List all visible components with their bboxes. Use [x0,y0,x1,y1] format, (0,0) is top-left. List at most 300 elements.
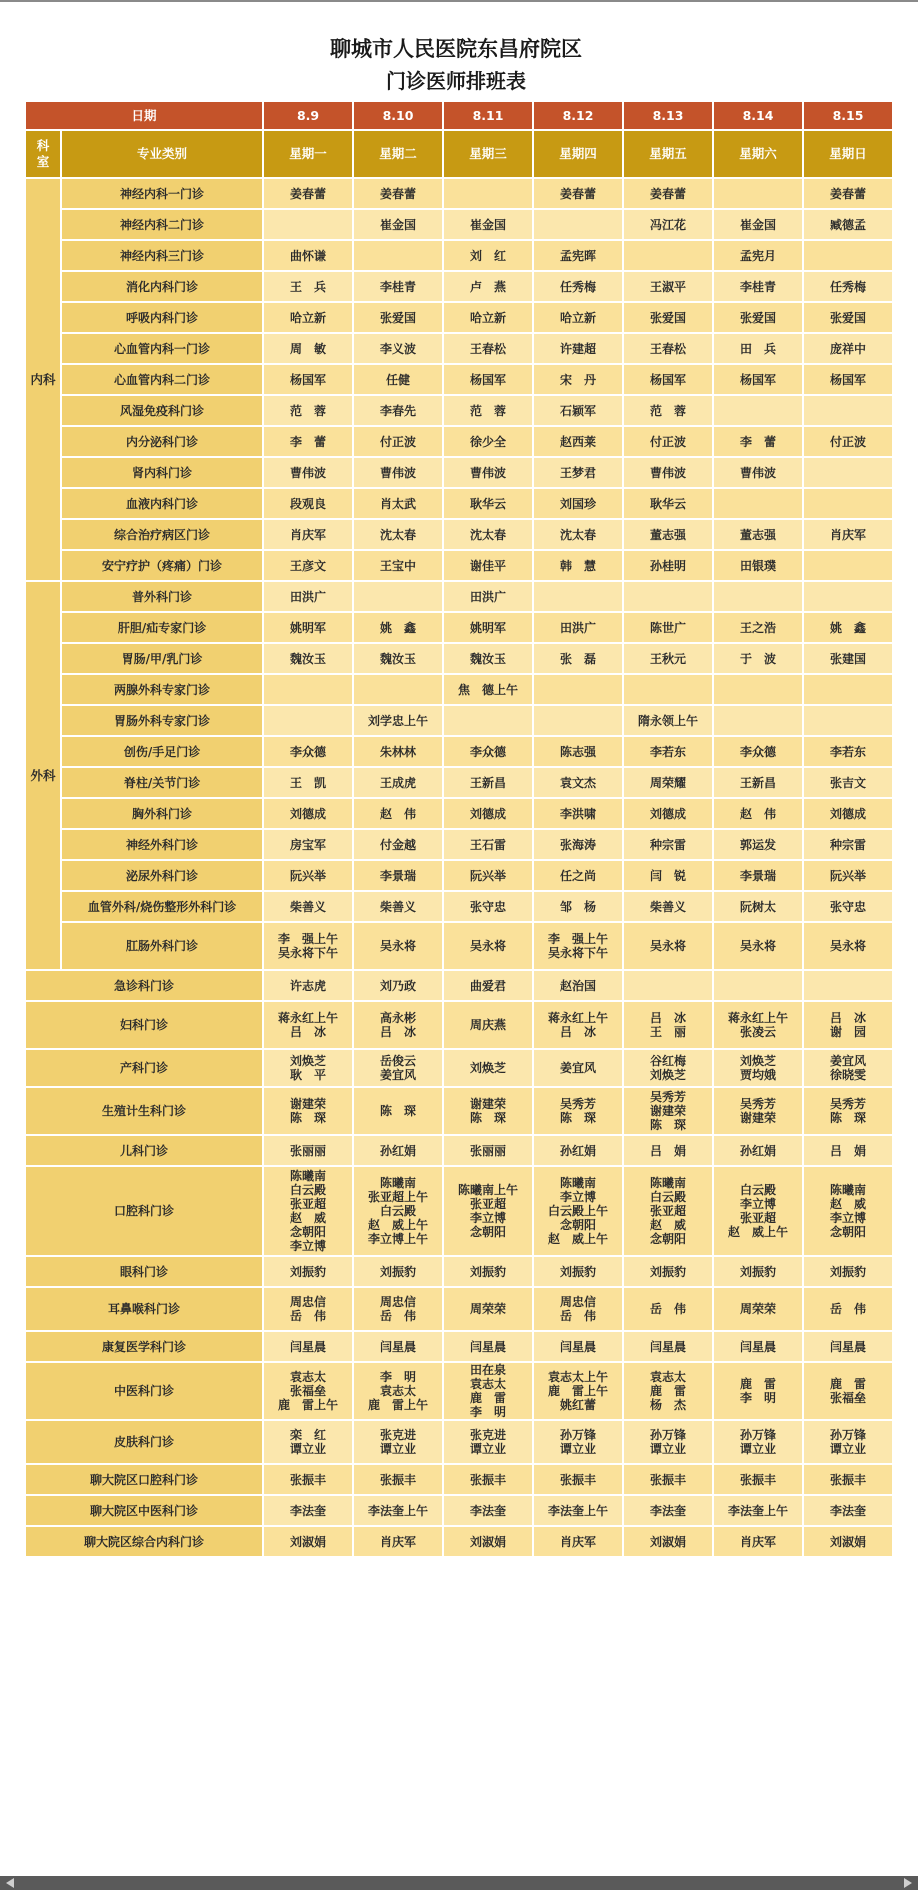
specialty-cell: 肝胆/疝专家门诊 [62,613,262,642]
doctor-cell: 邹 杨 [534,892,622,921]
doctor-cell: 任秀梅 [534,272,622,301]
specialty-cell: 生殖计生科门诊 [26,1088,262,1134]
doctor-cell: 阮树太 [714,892,802,921]
schedule-row [26,210,892,239]
schedule-row [26,1363,892,1419]
doctor-cell: 张丽丽 [264,1136,352,1165]
specialty-cell: 神经外科门诊 [62,830,262,859]
schedule-row [26,706,892,735]
doctor-cell: 崔金国 [714,210,802,239]
weekday-cell: 星期三 [444,131,532,177]
specialty-cell: 泌尿外科门诊 [62,861,262,890]
doctor-cell: 曹伟波 [624,458,712,487]
doctor-cell: 赵西莱 [534,427,622,456]
doctor-cell: 吴永将 [624,923,712,969]
doctor-cell: 柴善义 [354,892,442,921]
schedule-table [24,100,894,1558]
doctor-cell: 张爱国 [714,303,802,332]
doctor-cell: 李 蕾 [264,427,352,456]
schedule-row [26,830,892,859]
doctor-cell: 蒋永红上午 吕 冰 [264,1002,352,1048]
doctor-cell: 王 凯 [264,768,352,797]
doctor-cell: 王石雷 [444,830,532,859]
schedule-row [26,613,892,642]
doctor-cell: 姜春蕾 [354,179,442,208]
doctor-cell: 孙红娟 [714,1136,802,1165]
doctor-cell: 曹伟波 [354,458,442,487]
doctor-cell: 袁志太 鹿 雷 杨 杰 [624,1363,712,1419]
doctor-cell: 吴永将 [804,923,892,969]
doctor-cell [714,675,802,704]
doctor-cell: 周忠信 岳 伟 [534,1288,622,1330]
doctor-cell [804,675,892,704]
doctor-cell: 鹿 雷 张福垒 [804,1363,892,1419]
specialty-cell: 聊大院区综合内科门诊 [26,1527,262,1556]
scroll-left-icon[interactable] [6,1878,14,1888]
schedule-row [26,1257,892,1286]
doctor-cell: 田洪广 [444,582,532,611]
doctor-cell: 蒋永红上午 吕 冰 [534,1002,622,1048]
doctor-cell: 张爱国 [624,303,712,332]
specialty-cell: 两腺外科专家门诊 [62,675,262,704]
doctor-cell [264,706,352,735]
date-cell: 8.11 [444,102,532,129]
doctor-cell [354,582,442,611]
doctor-cell: 袁志太 张福垒 鹿 雷上午 [264,1363,352,1419]
doctor-cell: 付正波 [624,427,712,456]
doctor-cell: 王成虎 [354,768,442,797]
doctor-cell: 孙万锋 谭立业 [624,1421,712,1463]
doctor-cell: 姜春蕾 [534,179,622,208]
doctor-cell: 沈太春 [444,520,532,549]
doctor-cell: 吴永将 [714,923,802,969]
schedule-row [26,1002,892,1048]
schedule-row [26,737,892,766]
doctor-cell: 王秋元 [624,644,712,673]
doctor-cell: 房宝军 [264,830,352,859]
doctor-cell: 李法奎 [264,1496,352,1525]
doctor-cell: 张振丰 [354,1465,442,1494]
doctor-cell: 曹伟波 [714,458,802,487]
doctor-cell: 刘振豹 [714,1257,802,1286]
doctor-cell [714,489,802,518]
date-cell: 8.14 [714,102,802,129]
doctor-cell [804,489,892,518]
doctor-cell: 张丽丽 [444,1136,532,1165]
specialty-cell: 血管外科/烧伤整形外科门诊 [62,892,262,921]
doctor-cell: 范 蓉 [624,396,712,425]
doctor-cell: 张守忠 [444,892,532,921]
specialty-cell: 普外科门诊 [62,582,262,611]
doctor-cell: 闫星晨 [534,1332,622,1361]
doctor-cell: 赵 伟 [714,799,802,828]
doctor-cell: 曲怀谦 [264,241,352,270]
doctor-cell: 王春松 [444,334,532,363]
specialty-cell: 胃肠外科专家门诊 [62,706,262,735]
doctor-cell: 陈曦南 张亚超上午 白云殿 赵 威上午 李立博上午 [354,1167,442,1255]
doctor-cell: 阮兴举 [444,861,532,890]
doctor-cell: 刘振豹 [804,1257,892,1286]
doctor-cell: 陈曦南 李立博 白云殿上午 念朝阳 赵 威上午 [534,1167,622,1255]
schedule-subtitle: 门诊医师排班表 [386,69,526,93]
doctor-cell: 孙万锋 谭立业 [714,1421,802,1463]
doctor-cell: 哈立新 [264,303,352,332]
doctor-cell: 闫星晨 [714,1332,802,1361]
doctor-cell: 杨国军 [264,365,352,394]
doctor-cell [624,971,712,1000]
doctor-cell: 周忠信 岳 伟 [264,1288,352,1330]
schedule-row [26,861,892,890]
doctor-cell: 李洪啸 [534,799,622,828]
scroll-right-icon[interactable] [904,1878,912,1888]
schedule-row [26,520,892,549]
doctor-cell: 袁志太上午 鹿 雷上午 姚红蕾 [534,1363,622,1419]
weekday-cell: 星期六 [714,131,802,177]
date-label: 日期 [26,102,262,129]
doctor-cell: 周忠信 岳 伟 [354,1288,442,1330]
doctor-cell: 焦 德上午 [444,675,532,704]
doctor-cell: 姜春蕾 [804,179,892,208]
specialty-cell: 心血管内科一门诊 [62,334,262,363]
weekday-cell: 星期二 [354,131,442,177]
doctor-cell: 李景瑞 [354,861,442,890]
doctor-cell: 岳 伟 [624,1288,712,1330]
doctor-cell: 刘 红 [444,241,532,270]
doctor-cell: 肖太武 [354,489,442,518]
doctor-cell: 王之浩 [714,613,802,642]
specialty-cell: 聊大院区中医科门诊 [26,1496,262,1525]
doctor-cell: 魏汝玉 [264,644,352,673]
doctor-cell: 李桂青 [714,272,802,301]
doctor-cell: 田银璞 [714,551,802,580]
doctor-cell [714,179,802,208]
doctor-cell: 范 蓉 [264,396,352,425]
specialty-cell: 急诊科门诊 [26,971,262,1000]
doctor-cell: 柴善义 [624,892,712,921]
schedule-row [26,458,892,487]
date-header-row [26,102,892,129]
doctor-cell: 韩 慧 [534,551,622,580]
doctor-cell: 肖庆军 [714,1527,802,1556]
doctor-cell: 闫星晨 [804,1332,892,1361]
doctor-cell: 杨国军 [714,365,802,394]
doctor-cell [804,706,892,735]
schedule-title [26,32,886,100]
doctor-cell: 高永彬 吕 冰 [354,1002,442,1048]
doctor-cell: 陈曦南 赵 威 李立博 念朝阳 [804,1167,892,1255]
schedule-row [26,1465,892,1494]
doctor-cell: 许建超 [534,334,622,363]
doctor-cell: 张海涛 [534,830,622,859]
doctor-cell: 吴永将 [444,923,532,969]
schedule-row [26,1332,892,1361]
specialty-cell: 眼科门诊 [26,1257,262,1286]
doctor-cell: 孟宪月 [714,241,802,270]
doctor-cell: 张振丰 [624,1465,712,1494]
doctor-cell [804,396,892,425]
doctor-cell: 董志强 [624,520,712,549]
doctor-cell: 刘德成 [624,799,712,828]
doctor-cell: 魏汝玉 [354,644,442,673]
specialty-cell: 皮肤科门诊 [26,1421,262,1463]
doctor-cell: 孙红娟 [534,1136,622,1165]
doctor-cell [804,458,892,487]
doctor-cell: 哈立新 [534,303,622,332]
doctor-cell: 谷红梅 刘焕芝 [624,1050,712,1086]
specialty-cell: 胃肠/甲/乳门诊 [62,644,262,673]
doctor-cell: 曹伟波 [264,458,352,487]
doctor-cell: 刘淑娟 [624,1527,712,1556]
schedule-row [26,551,892,580]
specialty-cell: 口腔科门诊 [26,1167,262,1255]
doctor-cell: 白云殿 李立博 张亚超 赵 威上午 [714,1167,802,1255]
doctor-cell: 张克进 谭立业 [354,1421,442,1463]
doctor-cell: 李春先 [354,396,442,425]
dept-cell-waike: 外科 [26,582,60,969]
schedule-row [26,272,892,301]
schedule-row [26,1421,892,1463]
doctor-cell [264,675,352,704]
doctor-cell: 种宗雷 [804,830,892,859]
doctor-cell: 李法奎 [804,1496,892,1525]
doctor-cell: 石颖军 [534,396,622,425]
doctor-cell: 张 磊 [534,644,622,673]
specialty-cell: 聊大院区口腔科门诊 [26,1465,262,1494]
doctor-cell: 陈 琛 [354,1088,442,1134]
doctor-cell: 许志虎 [264,971,352,1000]
doctor-cell: 周荣荣 [714,1288,802,1330]
doctor-cell: 王彦文 [264,551,352,580]
doctor-cell: 栾 红 谭立业 [264,1421,352,1463]
schedule-row [26,365,892,394]
doctor-cell: 刘焕芝 [444,1050,532,1086]
doctor-cell: 张振丰 [534,1465,622,1494]
doctor-cell: 庞祥中 [804,334,892,363]
doctor-cell [624,241,712,270]
doctor-cell: 魏汝玉 [444,644,532,673]
doctor-cell: 刘德成 [804,799,892,828]
hospital-name: 聊城市人民医院东昌府院区 [330,36,582,61]
schedule-row [26,1496,892,1525]
doctor-cell: 刘焕芝 贾均娥 [714,1050,802,1086]
doctor-cell: 岳俊云 姜宜风 [354,1050,442,1086]
doctor-cell: 刘振豹 [354,1257,442,1286]
bottom-scrollbar[interactable] [0,1876,918,1890]
doctor-cell: 谢佳平 [444,551,532,580]
doctor-cell [714,971,802,1000]
doctor-cell: 田洪广 [264,582,352,611]
doctor-cell: 岳 伟 [804,1288,892,1330]
doctor-cell: 任之尚 [534,861,622,890]
doctor-cell: 陈曦南 白云殿 张亚超 赵 威 念朝阳 [624,1167,712,1255]
schedule-row [26,644,892,673]
doctor-cell: 刘振豹 [264,1257,352,1286]
doctor-cell: 田在泉 袁志太 鹿 雷 李 明 [444,1363,532,1419]
schedule-row [26,675,892,704]
doctor-cell: 刘振豹 [444,1257,532,1286]
specialty-cell: 妇科门诊 [26,1002,262,1048]
specialty-cell: 消化内科门诊 [62,272,262,301]
doctor-cell: 刘德成 [264,799,352,828]
doctor-cell: 肖庆军 [804,520,892,549]
specialty-cell: 脊柱/关节门诊 [62,768,262,797]
doctor-cell: 谢建荣 陈 琛 [444,1088,532,1134]
doctor-cell: 任健 [354,365,442,394]
doctor-cell [714,396,802,425]
doctor-cell: 王淑平 [624,272,712,301]
doctor-cell: 周 敏 [264,334,352,363]
weekday-cell: 星期四 [534,131,622,177]
specialty-cell: 儿科门诊 [26,1136,262,1165]
doctor-cell: 吴秀芳 谢建荣 [714,1088,802,1134]
dept-label: 科室 [26,131,60,177]
doctor-cell: 王宝中 [354,551,442,580]
doctor-cell: 臧德孟 [804,210,892,239]
doctor-cell: 王新昌 [444,768,532,797]
specialty-cell: 肾内科门诊 [62,458,262,487]
doctor-cell: 张吉文 [804,768,892,797]
doctor-cell: 孙桂明 [624,551,712,580]
doctor-cell: 刘振豹 [624,1257,712,1286]
doctor-cell: 徐少全 [444,427,532,456]
doctor-cell [534,706,622,735]
doctor-cell: 卢 燕 [444,272,532,301]
doctor-cell: 李法奎 [444,1496,532,1525]
doctor-cell [624,675,712,704]
specialty-cell: 神经内科一门诊 [62,179,262,208]
date-cell: 8.12 [534,102,622,129]
schedule-row [26,241,892,270]
schedule-row [26,179,892,208]
schedule-row [26,768,892,797]
doctor-cell: 吕 娟 [804,1136,892,1165]
doctor-cell [714,582,802,611]
doctor-cell: 冯江花 [624,210,712,239]
doctor-cell: 柴善义 [264,892,352,921]
doctor-cell: 于 波 [714,644,802,673]
doctor-cell: 哈立新 [444,303,532,332]
doctor-cell: 刘焕芝 耿 平 [264,1050,352,1086]
doctor-cell: 孙红娟 [354,1136,442,1165]
doctor-cell: 孙万锋 谭立业 [534,1421,622,1463]
weekday-cell: 星期一 [264,131,352,177]
doctor-cell [804,971,892,1000]
doctor-cell: 李 明 袁志太 鹿 雷上午 [354,1363,442,1419]
doctor-cell: 付正波 [354,427,442,456]
schedule-row [26,892,892,921]
doctor-cell: 曹伟波 [444,458,532,487]
doctor-cell: 张振丰 [264,1465,352,1494]
doctor-cell: 姚明军 [264,613,352,642]
specialty-cell: 内分泌科门诊 [62,427,262,456]
doctor-cell: 郭运发 [714,830,802,859]
doctor-cell: 阮兴举 [804,861,892,890]
schedule-row [26,1288,892,1330]
specialty-cell: 康复医学科门诊 [26,1332,262,1361]
doctor-cell: 刘淑娟 [264,1527,352,1556]
specialty-cell: 创伤/手足门诊 [62,737,262,766]
doctor-cell [534,582,622,611]
doctor-cell: 姜宜风 [534,1050,622,1086]
specialty-cell: 神经内科二门诊 [62,210,262,239]
doctor-cell: 刘学忠上午 [354,706,442,735]
specialty-cell: 风湿免疫科门诊 [62,396,262,425]
doctor-cell: 李义波 [354,334,442,363]
doctor-cell: 田洪广 [534,613,622,642]
doctor-cell: 沈太春 [534,520,622,549]
date-cell: 8.9 [264,102,352,129]
schedule-sheet [26,32,886,1558]
doctor-cell: 鹿 雷 李 明 [714,1363,802,1419]
doctor-cell: 蒋永红上午 张凌云 [714,1002,802,1048]
doctor-cell: 吴永将 [354,923,442,969]
doctor-cell: 任秀梅 [804,272,892,301]
doctor-cell: 姜春蕾 [624,179,712,208]
doctor-cell: 袁文杰 [534,768,622,797]
doctor-cell: 阮兴举 [264,861,352,890]
doctor-cell [534,675,622,704]
doctor-cell: 刘国珍 [534,489,622,518]
doctor-cell [444,706,532,735]
doctor-cell: 耿华云 [624,489,712,518]
doctor-cell: 陈世广 [624,613,712,642]
doctor-cell [354,675,442,704]
doctor-cell: 闫星晨 [354,1332,442,1361]
doctor-cell: 李若东 [624,737,712,766]
doctor-cell: 李桂青 [354,272,442,301]
doctor-cell: 沈太春 [354,520,442,549]
doctor-cell: 陈志强 [534,737,622,766]
doctor-cell: 孟宪晖 [534,241,622,270]
doctor-cell: 王梦君 [534,458,622,487]
schedule-row [26,799,892,828]
doctor-cell: 崔金国 [444,210,532,239]
doctor-cell: 李法奎 [624,1496,712,1525]
doctor-cell [264,210,352,239]
doctor-cell: 姜宜风 徐晓雯 [804,1050,892,1086]
doctor-cell: 刘淑娟 [444,1527,532,1556]
doctor-cell [444,179,532,208]
schedule-row [26,1050,892,1086]
doctor-cell: 李法奎上午 [354,1496,442,1525]
date-cell: 8.10 [354,102,442,129]
doctor-cell: 闫 锐 [624,861,712,890]
doctor-cell: 杨国军 [804,365,892,394]
doctor-cell: 李众德 [264,737,352,766]
specialty-cell: 中医科门诊 [26,1363,262,1419]
doctor-cell: 周荣荣 [444,1288,532,1330]
schedule-row [26,396,892,425]
doctor-cell: 李 强上午 吴永将下午 [264,923,352,969]
doctor-cell: 刘乃政 [354,971,442,1000]
doctor-cell: 陈曦南上午 张亚超 李立博 念朝阳 [444,1167,532,1255]
date-cell: 8.15 [804,102,892,129]
doctor-cell: 肖庆军 [354,1527,442,1556]
doctor-cell: 赵 伟 [354,799,442,828]
doctor-cell: 张建国 [804,644,892,673]
doctor-cell: 姜春蕾 [264,179,352,208]
specialty-cell: 产科门诊 [26,1050,262,1086]
doctor-cell: 付金越 [354,830,442,859]
weekday-cell: 星期五 [624,131,712,177]
specialty-cell: 血液内科门诊 [62,489,262,518]
doctor-cell: 张振丰 [714,1465,802,1494]
doctor-cell: 赵治国 [534,971,622,1000]
doctor-cell: 种宗雷 [624,830,712,859]
doctor-cell: 周庆燕 [444,1002,532,1048]
doctor-cell: 范 蓉 [444,396,532,425]
doctor-cell: 李众德 [444,737,532,766]
